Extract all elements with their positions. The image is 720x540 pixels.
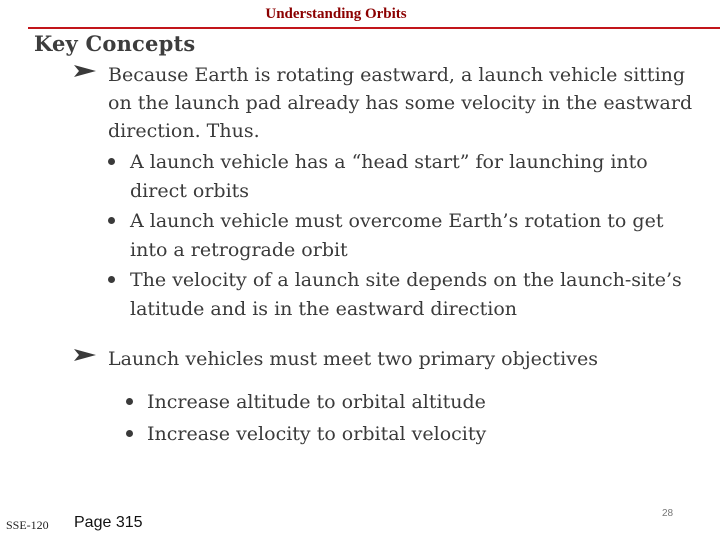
bullet-item-text: Increase velocity to orbital velocity — [147, 423, 487, 445]
bullet-item-text: A launch vehicle has a “head start” for launching into direct orbits — [130, 151, 648, 202]
bullet-item-text: A launch vehicle must overcome Earth’s rotation to get into a retrograde orbit — [130, 210, 664, 261]
slide-number: 28 — [662, 508, 674, 519]
slide-title: Understanding Orbits — [265, 6, 407, 22]
bullet-dot-icon — [108, 217, 115, 224]
bullet-dot-icon — [126, 398, 133, 405]
bullet-dot-icon — [108, 158, 115, 165]
bullet-dot-icon — [108, 276, 115, 283]
bullet-item-text: The velocity of a launch site depends on the launch-site’s latitude and is in the eastward direction — [130, 269, 682, 320]
page-reference: Page 315 — [74, 514, 143, 531]
bullet-dot-icon — [126, 430, 133, 437]
arrow-bullet-icon — [74, 63, 96, 79]
arrow-item-text: Because Earth is rotating eastward, a launch vehicle sitting on the launch pad already has some velocity in the eastward direction. Thus. — [108, 64, 693, 142]
course-code: SSE-120 — [6, 518, 49, 532]
bullet-item-text: Increase altitude to orbital altitude — [147, 391, 486, 413]
arrow-bullet-icon — [74, 347, 96, 363]
section-heading: Key Concepts — [34, 31, 196, 56]
arrow-item-text: Launch vehicles must meet two primary objectives — [108, 348, 598, 370]
